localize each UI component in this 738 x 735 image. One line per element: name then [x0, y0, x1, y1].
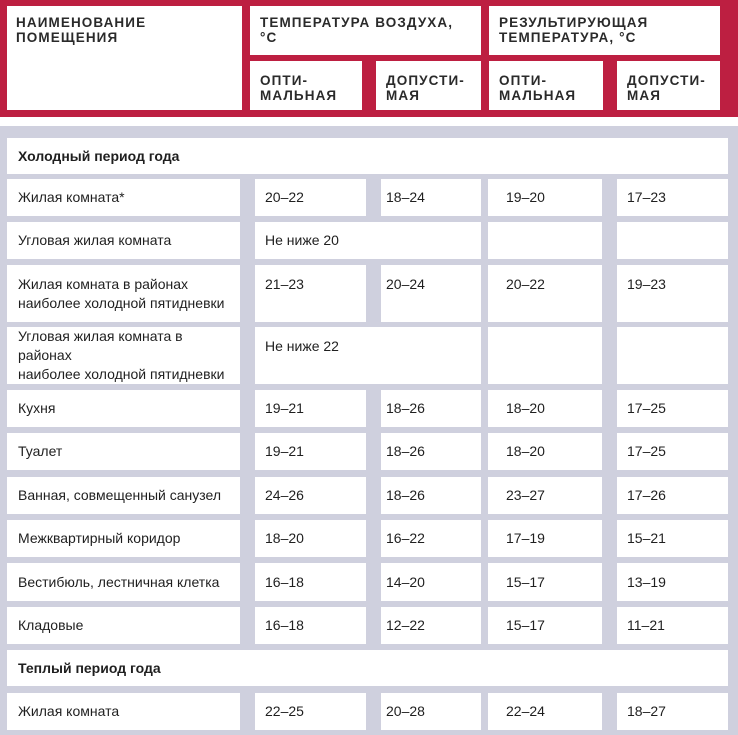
table-row — [0, 433, 738, 470]
table-row — [0, 390, 738, 427]
result-optimal-value: 20–22 — [488, 265, 602, 322]
room-name: Угловая жилая комната — [7, 222, 240, 259]
air-optimal-value: 16–18 — [255, 607, 366, 644]
result-admissible-value: 17–25 — [617, 390, 728, 427]
air-admissible-value: 18–26 — [381, 433, 481, 470]
room-name: Ванная, совмещенный санузел — [7, 477, 240, 514]
result-optimal-value: 22–24 — [488, 693, 602, 730]
room-name: Вестибюль, лестничная клетка — [7, 563, 240, 601]
table-row — [0, 477, 738, 514]
result-admissible-value: 17–23 — [617, 179, 728, 216]
result-optimal-value: 17–19 — [488, 520, 602, 557]
result-admissible-value: 17–26 — [617, 477, 728, 514]
table-row — [0, 265, 738, 322]
header-room-name: НАИМЕНОВАНИЕ ПОМЕЩЕНИЯ — [7, 6, 242, 110]
air-admissible-value: 12–22 — [381, 607, 481, 644]
result-admissible-value: 19–23 — [617, 265, 728, 322]
result-admissible-value: 11–21 — [617, 607, 728, 644]
result-optimal-value — [488, 222, 602, 259]
result-optimal-value: 23–27 — [488, 477, 602, 514]
table-row — [0, 520, 738, 557]
air-admissible-value: 18–24 — [381, 179, 481, 216]
air-temp-span-value: Не ниже 20 — [255, 222, 481, 259]
result-admissible-value: 17–25 — [617, 433, 728, 470]
result-admissible-value: 13–19 — [617, 563, 728, 601]
air-optimal-value: 20–22 — [255, 179, 366, 216]
header-air-optimal: ОПТИ- МАЛЬНАЯ — [250, 61, 362, 110]
air-optimal-value: 18–20 — [255, 520, 366, 557]
result-optimal-value: 19–20 — [488, 179, 602, 216]
header-air-admissible: ДОПУСТИ- МАЯ — [376, 61, 481, 110]
section-title-warm: Теплый период года — [7, 650, 728, 686]
result-optimal-value: 18–20 — [488, 433, 602, 470]
result-admissible-value: 15–21 — [617, 520, 728, 557]
header-air-temp: ТЕМПЕРАТУРА ВОЗДУХА, °С — [250, 6, 481, 55]
air-optimal-value: 21–23 — [255, 265, 366, 322]
result-optimal-value: 15–17 — [488, 607, 602, 644]
result-optimal-value: 15–17 — [488, 563, 602, 601]
air-admissible-value: 20–24 — [381, 265, 481, 322]
room-name: Жилая комната в районах наиболее холодной пятидневки — [7, 265, 240, 322]
air-optimal-value: 19–21 — [255, 390, 366, 427]
table-row — [0, 327, 738, 384]
air-admissible-value: 18–26 — [381, 390, 481, 427]
header-result-admissible: ДОПУСТИ- МАЯ — [617, 61, 720, 110]
room-name: Туалет — [7, 433, 240, 470]
result-admissible-value — [617, 222, 728, 259]
result-admissible-value: 18–27 — [617, 693, 728, 730]
table-row — [0, 222, 738, 259]
table-row — [0, 563, 738, 601]
room-name: Жилая комната* — [7, 179, 240, 216]
air-temp-span-value: Не ниже 22 — [255, 327, 481, 384]
section-row-cold — [0, 138, 738, 174]
room-name: Жилая комната — [7, 693, 240, 730]
result-admissible-value — [617, 327, 728, 384]
table-row — [0, 693, 738, 730]
table-row — [0, 179, 738, 216]
air-optimal-value: 16–18 — [255, 563, 366, 601]
air-admissible-value: 20–28 — [381, 693, 481, 730]
room-name: Кладовые — [7, 607, 240, 644]
air-admissible-value: 16–22 — [381, 520, 481, 557]
table-header — [0, 0, 738, 117]
section-title-cold: Холодный период года — [7, 138, 728, 174]
result-optimal-value: 18–20 — [488, 390, 602, 427]
room-name: Межквартирный коридор — [7, 520, 240, 557]
header-result-temp: РЕЗУЛЬТИРУЮЩАЯ ТЕМПЕРАТУРА, °С — [489, 6, 720, 55]
result-optimal-value — [488, 327, 602, 384]
room-name: Кухня — [7, 390, 240, 427]
air-admissible-value: 18–26 — [381, 477, 481, 514]
air-optimal-value: 22–25 — [255, 693, 366, 730]
air-optimal-value: 24–26 — [255, 477, 366, 514]
table-body — [0, 126, 738, 735]
section-row-warm — [0, 650, 738, 686]
room-name: Угловая жилая комната в районах наиболее холодной пятидневки — [7, 327, 240, 384]
table-row — [0, 607, 738, 644]
header-result-optimal: ОПТИ- МАЛЬНАЯ — [489, 61, 603, 110]
air-optimal-value: 19–21 — [255, 433, 366, 470]
air-admissible-value: 14–20 — [381, 563, 481, 601]
